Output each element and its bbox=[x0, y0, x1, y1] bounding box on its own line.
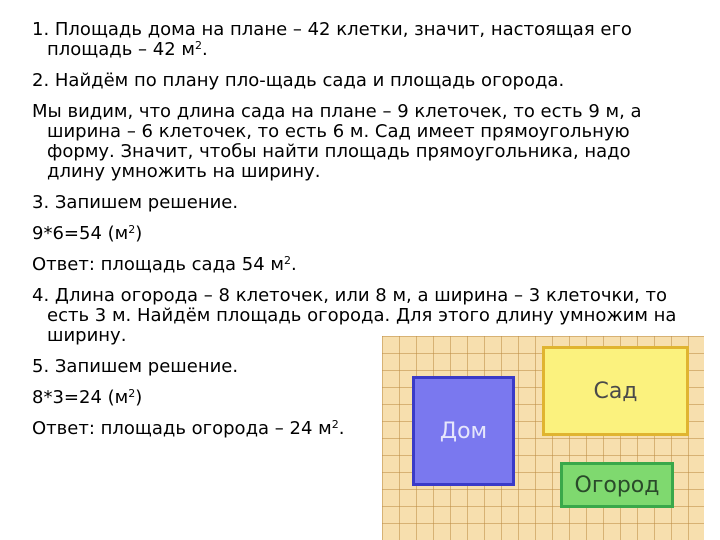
paragraph: 1. Площадь дома на плане – 42 клетки, значит, настоящая его площадь – 42 $м^2$. bbox=[32, 19, 632, 60]
paragraph: Ответ: площадь сада 54 $м^2$. bbox=[32, 254, 297, 275]
house-label: Дом bbox=[439, 418, 488, 444]
grid-plan bbox=[382, 336, 704, 540]
garden-region bbox=[542, 346, 689, 436]
paragraph: Мы видим, что длина сада на плане – 9 клеточек, то есть 9 м, а ширина – 6 клеточек, то есть 6 м. Сад имеет прямоугольную форму. Значит, чтобы найти площадь прямоугольника, надо длину умножить на ширину. bbox=[32, 101, 642, 182]
paragraph: 3. Запишем решение. bbox=[32, 192, 239, 213]
paragraph: Ответ: площадь огорода – 24 $м^2$. bbox=[32, 418, 345, 439]
garden-label: Сад bbox=[593, 378, 638, 404]
paragraph: 2. Найдём по плану пло-щадь сада и площадь огорода. bbox=[32, 70, 565, 91]
paragraph: 4. Длина огорода – 8 клеточек, или 8 м, а ширина – 3 клеточки, то есть 3 м. Найдём площадь огорода. Для этого длину умножим на ширину. bbox=[32, 285, 677, 346]
vegetable-garden-label: Огород bbox=[574, 472, 660, 498]
house-region bbox=[412, 376, 515, 486]
vegetable-garden-region bbox=[560, 462, 674, 508]
paragraph: 9*6=54 $(м^2)$ bbox=[32, 223, 143, 244]
paragraph: 8*3=24 $(м^2)$ bbox=[32, 387, 143, 408]
paragraph: 5. Запишем решение. bbox=[32, 356, 239, 377]
